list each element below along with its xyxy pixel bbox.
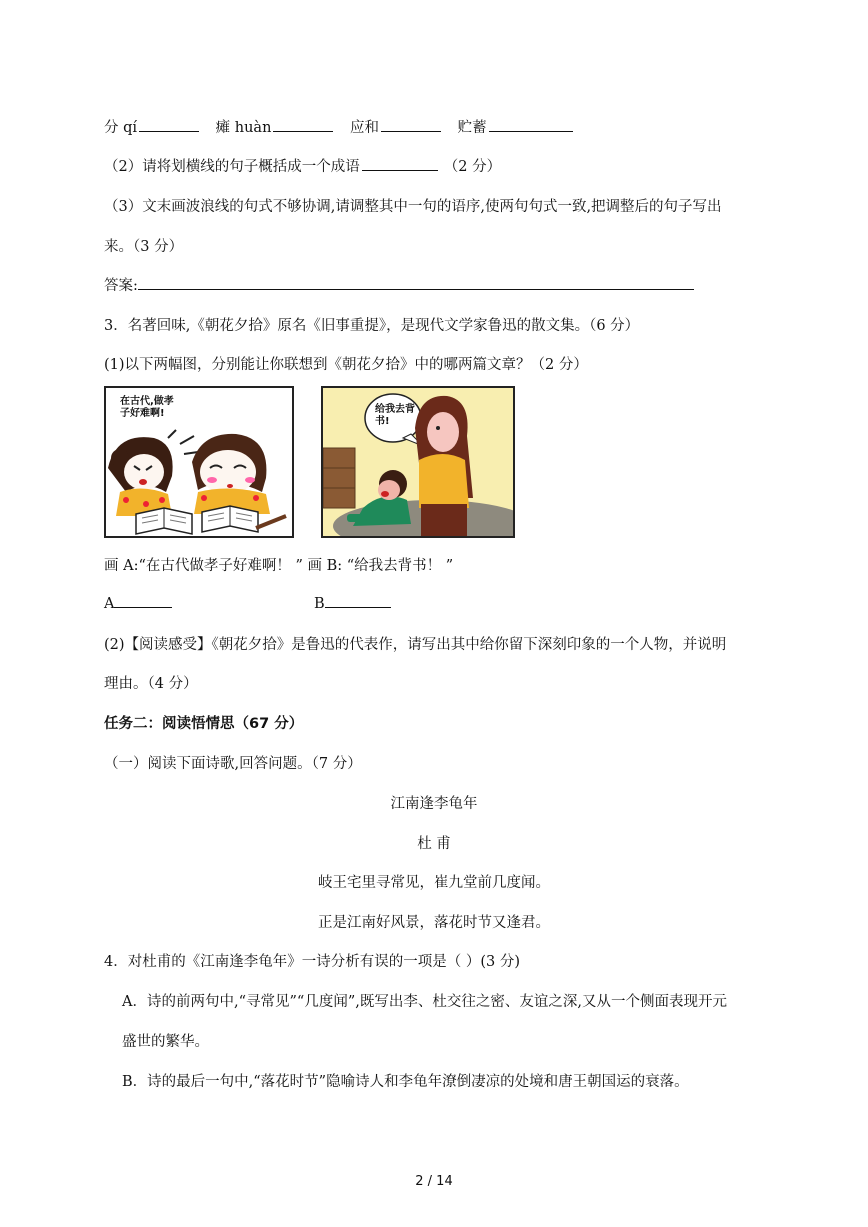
q2-2-blank[interactable] <box>362 156 438 171</box>
picture-a <box>104 386 294 538</box>
answer-row <box>104 274 694 295</box>
item2-blank[interactable] <box>273 117 333 132</box>
q2-3-line1: （3）文末画波浪线的句式不够协调,请调整其中一句的语序,使两句句式一致,把调整后的句子写出 <box>104 199 722 215</box>
item1-label: 分 qí <box>104 120 138 136</box>
label-a: A <box>104 596 115 612</box>
item3-label: 应和 <box>350 120 380 136</box>
page-number: 2 / 14 <box>415 1174 453 1189</box>
q3-1: (1)以下两幅图，分别能让你联想到《朝花夕拾》中的哪两篇文章？（2 分） <box>104 357 588 373</box>
picture-b <box>321 386 515 538</box>
answer-b-blank[interactable] <box>325 593 391 608</box>
item1-blank[interactable] <box>139 117 199 132</box>
task2-heading: 任务二：阅读悟情思（67 分） <box>104 716 304 732</box>
q2-2 <box>104 155 501 176</box>
label-b: B <box>314 596 325 612</box>
q2-3-line2: 来。（3 分） <box>104 239 184 255</box>
item2-label: 瘫 huàn <box>215 120 272 136</box>
option-a-line2: 盛世的繁华。 <box>122 1034 209 1050</box>
section-1: （一）阅读下面诗歌,回答问题。（7 分） <box>104 756 362 772</box>
poem-title: 江南逢李龟年 <box>390 796 478 812</box>
label-b-wrap <box>314 593 391 612</box>
q2-1-pinyin-row <box>104 116 579 137</box>
answer-a-blank[interactable] <box>114 593 172 608</box>
picture-b-bubble: 给我去背书! <box>375 404 415 427</box>
picture-a-bubble: 在古代,做孝子好难啊! <box>120 396 174 419</box>
q3-1-answers <box>104 593 325 612</box>
answer-blank[interactable] <box>138 275 694 290</box>
poem-author: 杜 甫 <box>417 836 451 852</box>
option-b: B．诗的最后一句中,“落花时节”隐喻诗人和李龟年潦倒凄凉的处境和唐王朝国运的衰落。 <box>122 1074 689 1090</box>
q3-2-line1: (2)【阅读感受】《朝花夕拾》是鲁迅的代表作，请写出其中给你留下深刻印象的一个人物，并说明 <box>104 637 727 653</box>
item4-label: 贮蓄 <box>457 120 487 136</box>
q4: 4．对杜甫的《江南逢李龟年》一诗分析有误的一项是（ ）(3 分) <box>104 954 520 970</box>
item4-blank[interactable] <box>489 117 573 132</box>
q3: 3．名著回味,《朝花夕拾》原名《旧事重提》，是现代文学家鲁迅的散文集。（6 分） <box>104 318 640 334</box>
poem-line-2: 正是江南好风景，落花时节又逢君。 <box>318 915 550 931</box>
poem-line-1: 岐王宅里寻常见，崔九堂前几度闻。 <box>318 875 550 891</box>
q2-2-score: （2 分） <box>443 159 502 175</box>
picture-b-drawing <box>323 388 513 536</box>
q3-2-line2: 理由。（4 分） <box>104 676 198 692</box>
item3-blank[interactable] <box>381 117 441 132</box>
caption: 画 A:“在古代做孝子好难啊！ ” 画 B: “给我去背书！ ” <box>104 558 454 574</box>
option-a-line1: A．诗的前两句中,“寻常见”“几度闻”,既写出李、杜交往之密、友谊之深,又从一个侧面表现开元 <box>122 994 727 1010</box>
q2-2-text: （2）请将划横线的句子概括成一个成语 <box>104 159 360 175</box>
answer-label: 答案: <box>104 278 138 294</box>
